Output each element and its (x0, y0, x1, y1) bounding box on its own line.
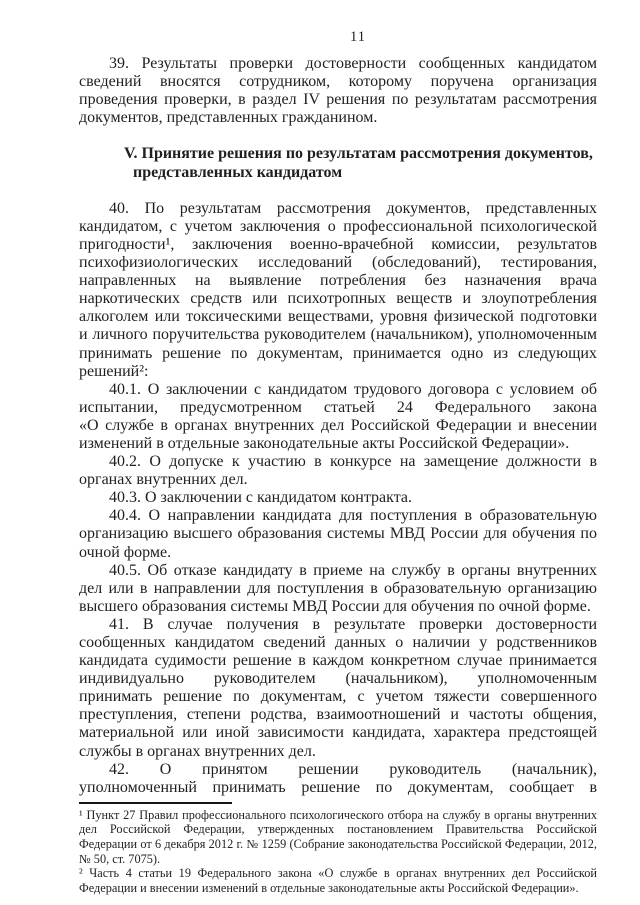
text-line: и личного поручительства руководителем (начальником), уполномоченным (79, 326, 597, 344)
paragraph-40-2 (79, 453, 597, 489)
text-line: уполномоченный принимать решение по документам, сообщает в (79, 778, 597, 796)
section-v-heading (79, 145, 597, 181)
text-line: кандидата судимости решение в каждом конкретном случае принимается (79, 652, 597, 670)
text-line: индивидуально руководителем (начальником), уполномоченным (79, 670, 597, 688)
text-line: 39. Результаты проверки достоверности сообщенных кандидатом (109, 55, 597, 72)
document-body (79, 55, 597, 895)
text-line: службы в органах внутренних дел. (79, 742, 316, 760)
paragraph-40 (79, 200, 597, 381)
text-line: наркотических средств или психотропных веществ и злоупотребления (79, 290, 597, 308)
text-line: организацию высшего образования системы МВД России для обучения по (79, 525, 597, 543)
text-line: психофизиологических исследований (обследований), тестирования, (79, 254, 597, 272)
footnote-1: ¹ Пункт 27 Правил профессионального психологического отбора на службу в органы внутренних дел Российской Федерации, утвержденных постановлением Правительства Российской Федерации от 6 декабря 2012 г. № 1259 (Собрание законодательства Российской Федерации, 2012, № 50, ст. 7075). (79, 807, 597, 866)
text-line: проведения проверки, в раздел IV решения по результатам рассмотрения (79, 91, 597, 109)
text-line: дел или в направлении для поступления в образовательную организацию (79, 579, 597, 597)
text-line: 40.1. О заключении с кандидатом трудового договора с условием об (109, 380, 597, 398)
text-line: преступления, степени родства, взаимоотношений и частоты общения, (79, 706, 597, 724)
text-line: принимать решение по документам, с учетом тяжести совершенного (79, 688, 597, 706)
text-line: 40.5. Об отказе кандидату в приеме на службу в органы внутренних (109, 561, 597, 579)
text-line: документов, представленных гражданином. (79, 109, 378, 127)
page-number: 11 (350, 29, 366, 45)
paragraph-40-4 (79, 507, 597, 561)
paragraph-40-5 (79, 562, 597, 616)
text-line: кандидатом, с учетом заключения о профессиональной психологической (79, 217, 597, 235)
text-line: «О службе в органах внутренних дел Российской Федерации и внесении (79, 416, 597, 434)
text-line: решений²: (79, 362, 149, 380)
text-line: испытании, предусмотренном статьей 24 Федерального закона (79, 398, 597, 416)
text-line: 40.2. О допуске к участию в конкурсе на замещение должности в (109, 453, 597, 471)
text-line: сведений вносятся сотрудником, которому поручена организация (79, 73, 597, 91)
text-line: направленных на выявление потребления без назначения врача (79, 272, 597, 290)
text-line: принимать решение по документам, принимается одно из следующих (79, 344, 597, 362)
text-line: пригодности¹, заключения военно-врачебной комиссии, результатов (79, 235, 597, 253)
text-line: органах внутренних дел. (79, 471, 248, 489)
text-line: 42. О принятом решении руководитель (начальник), (109, 760, 597, 778)
footnotes (79, 808, 597, 896)
footnote-separator-rule (79, 802, 232, 804)
paragraph-40-1 (79, 381, 597, 453)
text-line: изменений в отдельные законодательные акты Российской Федерации». (79, 434, 570, 452)
paragraph-41 (79, 616, 597, 761)
text-line: сообщенных кандидатом сведений данных о наличии у родственников (79, 634, 597, 651)
text-line: 41. В случае получения в результате проверки достоверности (109, 615, 597, 633)
paragraph-42 (79, 761, 597, 797)
text-line: 40.3. О заключении с кандидатом контракта. (109, 489, 413, 507)
text-line: 40. По результатам рассмотрения документов, представленных (109, 199, 597, 217)
heading-line: представленных кандидатом (133, 163, 343, 181)
text-line: алкоголем или токсическими веществами, уровня физической подготовки (79, 308, 597, 326)
paragraph-40-3 (79, 489, 597, 507)
text-line: очной форме. (79, 543, 172, 561)
paragraph-39 (79, 55, 597, 127)
text-line: 40.4. О направлении кандидата для поступления в образовательную (109, 507, 597, 525)
heading-line: V. Принятие решения по результатам рассмотрения документов, (124, 145, 593, 163)
text-line: высшего образования системы МВД России для обучения по очной форме. (79, 597, 591, 615)
footnote-2: ² Часть 4 статьи 19 Федерального закона «О службе в органах внутренних дел Российской Федерации и внесении изменений в отдельные законодательные акты Российской Федерации». (79, 866, 597, 895)
text-line: материальной или иной зависимости кандидата, характера предстоящей (79, 724, 597, 742)
